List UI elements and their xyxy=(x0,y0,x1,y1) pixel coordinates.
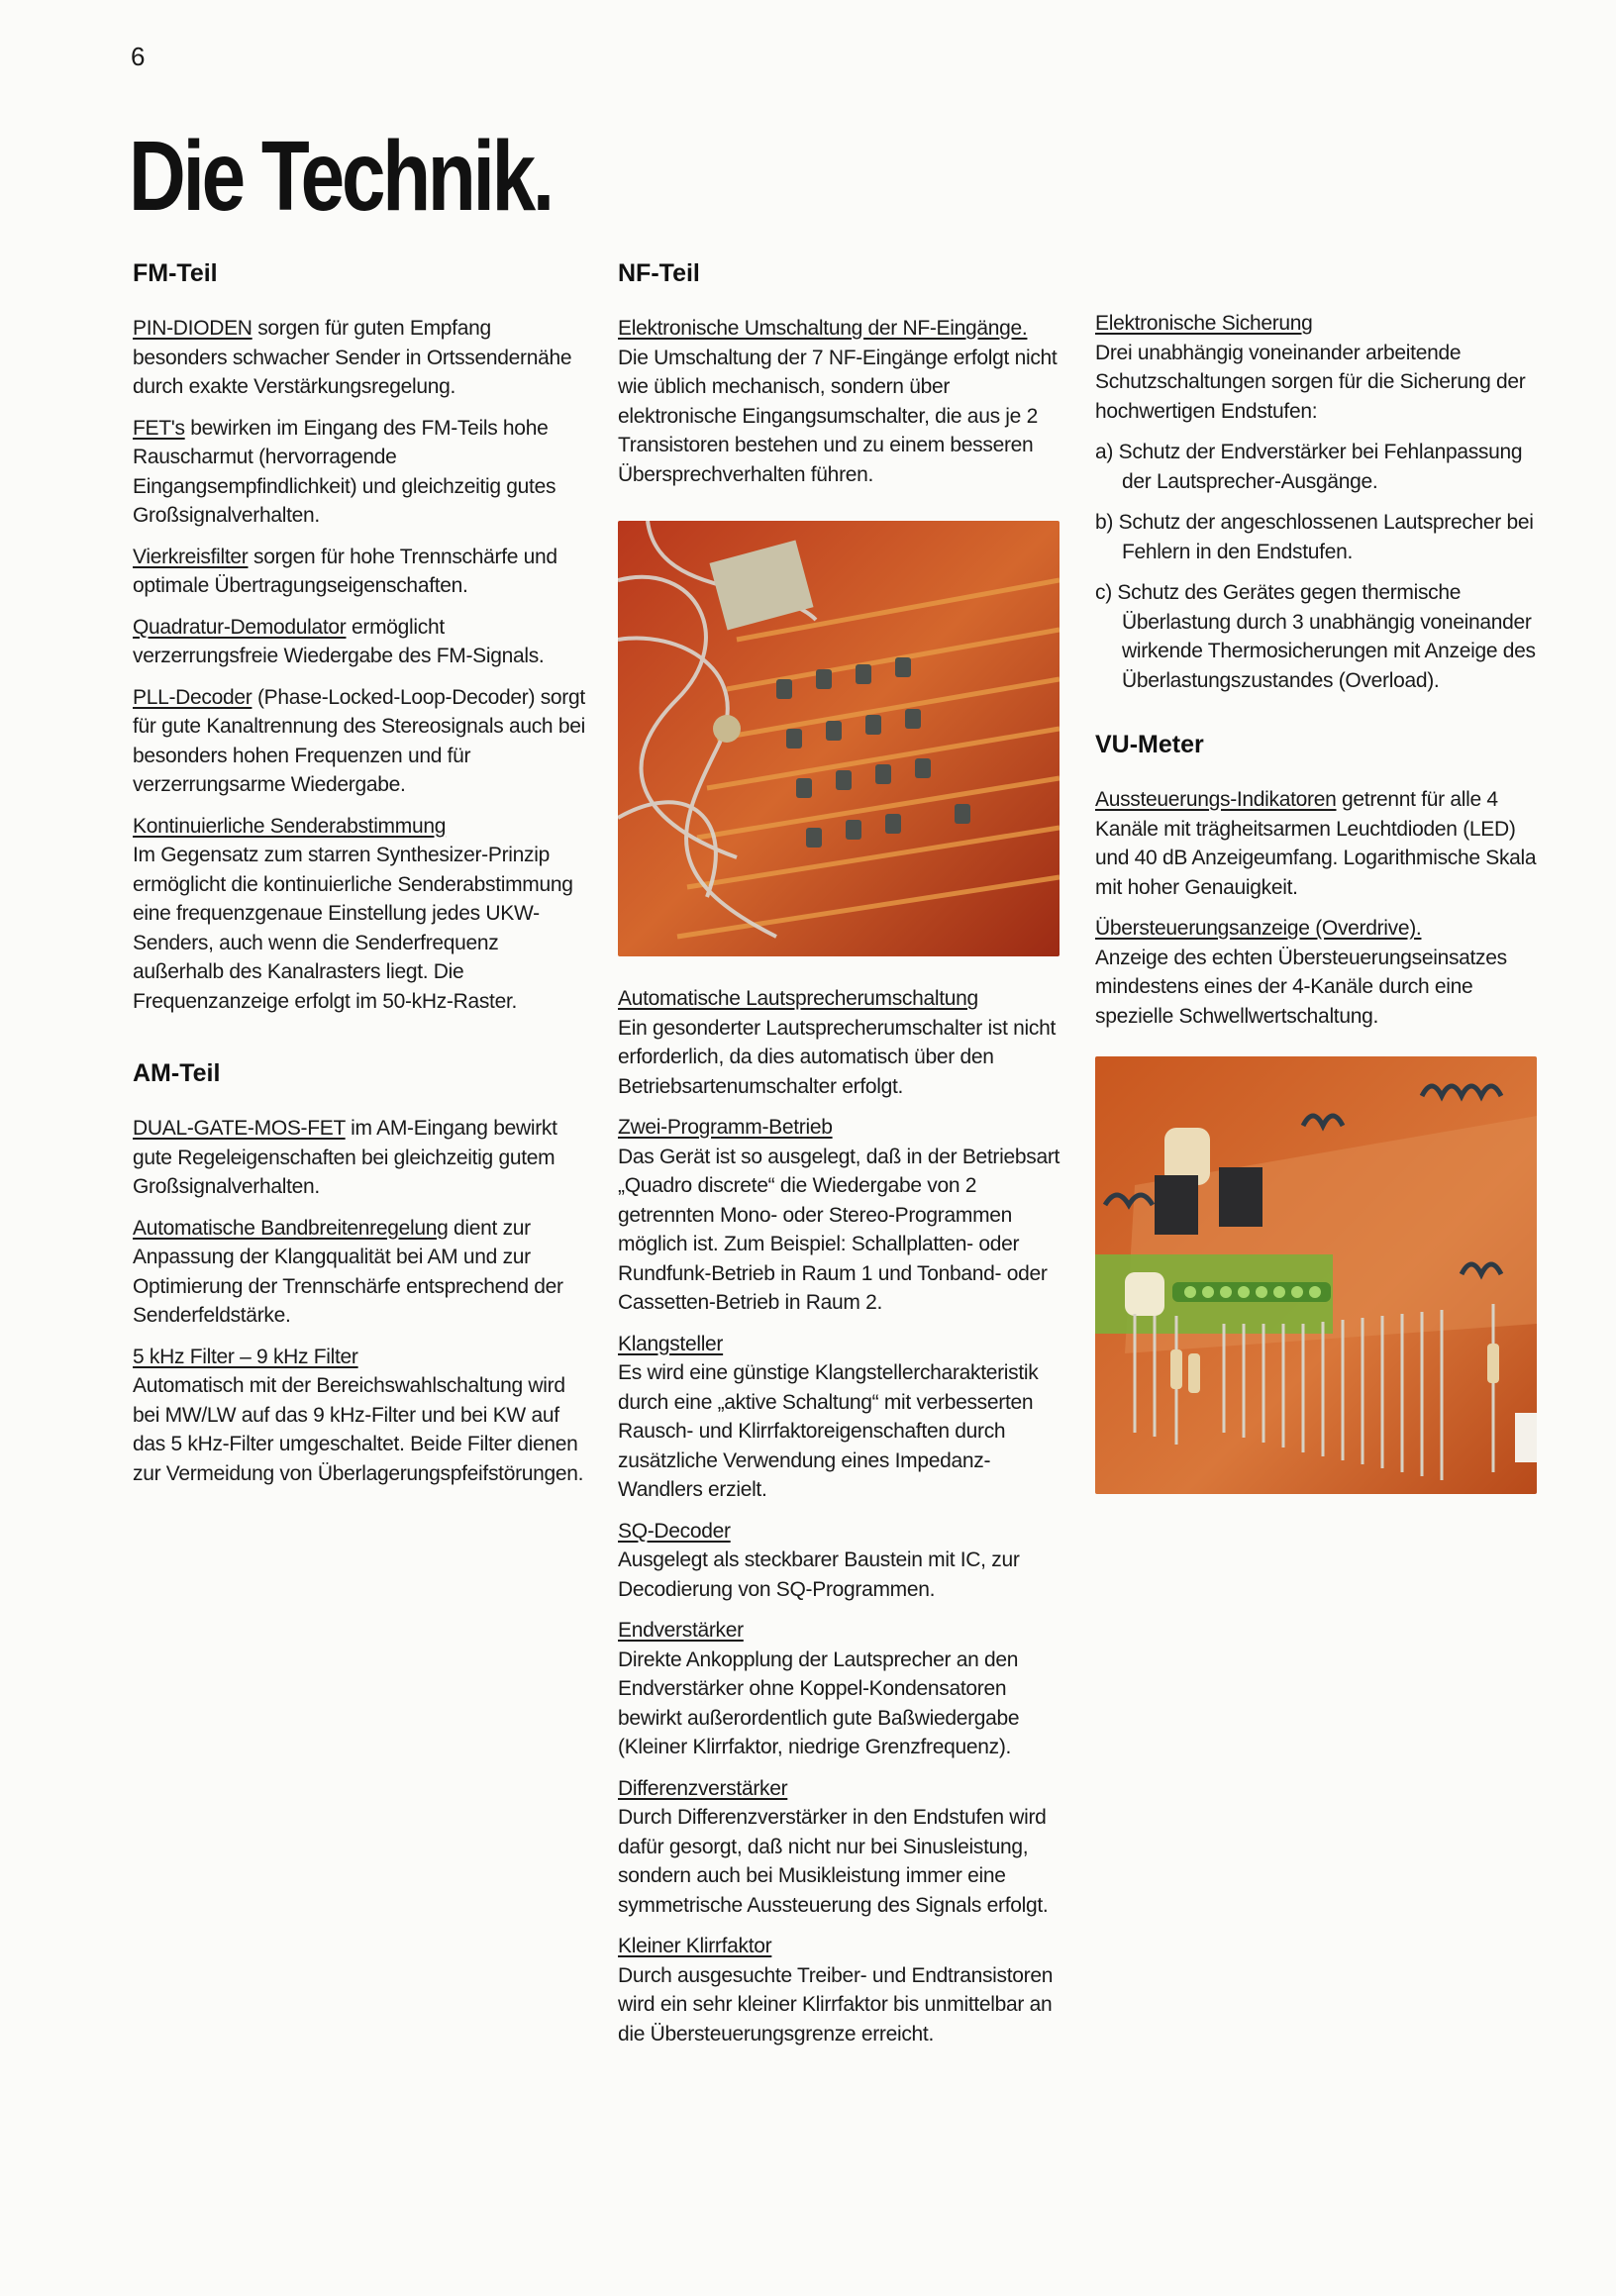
term: Kleiner Klirrfaktor xyxy=(618,1935,772,1957)
nf-entry xyxy=(618,984,1073,1101)
entry-text: Im Gegensatz zum starren Synthesizer-Prinzip ermöglicht die kontinuierliche Senderabstimmung eine frequenzgenaue Einstellung jedes UKW-Senders, auch wenn die Senderfrequenz außerhalb des Kanalrasters liegt. Die Frequenzanzeige erfolgt im 50-kHz-Raster. xyxy=(133,844,573,1013)
entry-text: Automatisch mit der Bereichswahlschaltung wird bei MW/LW auf das 9 kHz-Filter und bei KW auf das 5 kHz-Filter umgeschaltet. Beide Filter dienen zur Vermeidung von Überlagerungspfeifstörungen. xyxy=(133,1374,584,1485)
term: DUAL-GATE-MOS-FET xyxy=(133,1117,346,1140)
term: Endverstärker xyxy=(618,1619,744,1642)
entry-text: Anzeige des echten Übersteuerungseinsatzes mindestens eines der 4-Kanäle durch eine spezielle Schwellwertschaltung. xyxy=(1095,946,1507,1028)
fm-entry xyxy=(133,314,588,402)
term: Aussteuerungs-Indikatoren xyxy=(1095,788,1337,811)
term: Klangsteller xyxy=(618,1332,724,1355)
column-2 xyxy=(618,259,1073,2060)
term: Übersteuerungsanzeige (Overdrive). xyxy=(1095,917,1422,940)
entry-text: Es wird eine günstige Klangstellercharakteristik durch eine „aktive Schaltung“ mit verbesserten Rausch- und Klirrfaktoreigenschaften durch zusätzliche Verwendung eines Impedanz-Wandlers erzielt. xyxy=(618,1361,1039,1501)
am-entry xyxy=(133,1343,588,1489)
page-number: 6 xyxy=(131,42,146,71)
term: Quadratur-Demodulator xyxy=(133,615,347,639)
fm-entry xyxy=(133,613,588,671)
term: Kontinuierliche Senderabstimmung xyxy=(133,814,447,838)
column-3 xyxy=(1095,259,1553,1494)
term: Automatische Lautsprecherumschaltung xyxy=(618,987,978,1010)
entry-text: Drei unabhängig voneinander arbeitende Schutzschaltungen sorgen für die Sicherung der hochwertigen Endstufen: xyxy=(1095,341,1526,423)
fm-entry xyxy=(133,414,588,531)
fm-heading: FM-Teil xyxy=(133,259,218,287)
am-entry xyxy=(133,1114,588,1202)
entry-text: Ein gesonderter Lautsprecherumschalter ist nicht erforderlich, da dies automatisch über den Betriebsartenumschalter erfolgt. xyxy=(618,1016,1057,1098)
protection-intro xyxy=(1095,309,1553,426)
nf-entry xyxy=(618,1616,1073,1762)
entry-text: ermöglicht verzerrungsfreie Wiedergabe des FM-Signals. xyxy=(133,615,545,667)
nf-entry xyxy=(618,1517,1073,1605)
term: PIN-DIODEN xyxy=(133,317,252,340)
term: Vierkreisfilter xyxy=(133,545,249,568)
fm-entry xyxy=(133,812,588,1017)
column-1 xyxy=(133,259,588,1500)
nf-entry xyxy=(618,1774,1073,1921)
entry-text: Die Umschaltung der 7 NF-Eingänge erfolgt nicht wie üblich mechanisch, sondern über elektronische Eingangsumschalter, die aus je 2 Transistoren bestehen und zu einem besseren Übersprechverhalten führen. xyxy=(618,346,1058,486)
term: Automatische Bandbreitenregelung xyxy=(133,1216,449,1240)
am-entry xyxy=(133,1214,588,1331)
list-item: b) Schutz der angeschlossenen Lautsprecher bei Fehlern in den Endstufen. xyxy=(1095,511,1534,563)
entry-text: Das Gerät ist so ausgelegt, daß in der Betriebsart „Quadro discrete“ die Wiedergabe von 2 getrennten Mono- oder Stereo-Programmen möglich ist. Zum Beispiel: Schallplatten- oder Rundfunk-Betrieb in Raum 1 und Tonband- oder Cassetten-Betrieb in Raum 2. xyxy=(618,1145,1060,1314)
entry-text: sorgen für hohe Trennschärfe und optimale Übertragungseigenschaften. xyxy=(133,545,557,597)
entry-text: dient zur Anpassung der Klangqualität bei AM und zur Optimierung der Trennschärfe entsprechend der Senderfeldstärke. xyxy=(133,1216,563,1327)
am-heading: AM-Teil xyxy=(133,1059,221,1087)
nf-intro xyxy=(618,314,1073,489)
term: Zwei-Programm-Betrieb xyxy=(618,1116,833,1139)
term: Elektronische Umschaltung der NF-Eingänge. xyxy=(618,317,1028,340)
term: Elektronische Sicherung xyxy=(1095,312,1313,335)
entry-text: Ausgelegt als steckbarer Baustein mit IC, zur Decodierung von SQ-Programmen. xyxy=(618,1548,1020,1601)
nf-entry xyxy=(618,1932,1073,2048)
circuit-board-photo xyxy=(618,521,1060,956)
vu-entry xyxy=(1095,914,1553,1031)
entry-text: sorgen für guten Empfang besonders schwacher Sender in Ortssendernähe durch exakte Verstärkungsregelung. xyxy=(133,317,572,398)
nf-entry xyxy=(618,1113,1073,1318)
nf-heading: NF-Teil xyxy=(618,259,700,287)
entry-text: getrennt für alle 4 Kanäle mit trägheitsarmen Leuchtdioden (LED) und 40 dB Anzeigeumfang. Logarithmische Skala mit hoher Genauigkeit. xyxy=(1095,788,1537,899)
vu-meter-photo xyxy=(1095,1056,1537,1494)
protection-list xyxy=(1095,438,1553,695)
page-title: Die Technik. xyxy=(129,121,552,232)
list-item: a) Schutz der Endverstärker bei Fehlanpassung der Lautsprecher-Ausgänge. xyxy=(1095,441,1523,493)
vu-heading: VU-Meter xyxy=(1095,731,1204,758)
term: SQ-Decoder xyxy=(618,1519,731,1543)
fm-entry xyxy=(133,683,588,800)
entry-text: bewirken im Eingang des FM-Teils hohe Rauscharmut (hervorragende Eingangsempfindlichkeit) und gleichzeitig gutes Großsignalverhalten. xyxy=(133,416,556,527)
entry-text: im AM-Eingang bewirkt gute Regeleigenschaften bei gleichzeitig gutem Großsignalverhalten. xyxy=(133,1117,557,1198)
entry-text: (Phase-Locked-Loop-Decoder) sorgt für gute Kanaltrennung des Stereosignals auch bei besonders hohen Frequenzen und für verzerrungsarme Wiedergabe. xyxy=(133,685,585,796)
entry-text: Durch Differenzverstärker in den Endstufen wird dafür gesorgt, daß nicht nur bei Sinusleistung, sondern auch bei Musikleistung immer eine symmetrische Aussteuerung des Signals erfolgt. xyxy=(618,1806,1049,1917)
entry-text: Durch ausgesuchte Treiber- und Endtransistoren wird ein sehr kleiner Klirrfaktor bis unmittelbar an die Übersteuerungsgrenze erreicht. xyxy=(618,1963,1054,2046)
list-item: c) Schutz des Gerätes gegen thermische Überlastung durch 3 unabhängig voneinander wirkende Thermosicherungen mit Anzeige des Überlastungszustandes (Overload). xyxy=(1095,581,1536,692)
fm-entry xyxy=(133,543,588,601)
term: 5 kHz Filter – 9 kHz Filter xyxy=(133,1345,358,1368)
term: Differenzverstärker xyxy=(618,1776,788,1800)
term: FET's xyxy=(133,416,185,440)
vu-entry xyxy=(1095,785,1553,902)
nf-entry xyxy=(618,1330,1073,1505)
entry-text: Direkte Ankopplung der Lautsprecher an den Endverstärker ohne Koppel-Kondensatoren bewirkt außerordentlich gute Baßwiedergabe (Kleiner Klirrfaktor, niedrige Grenzfrequenz). xyxy=(618,1647,1020,1758)
term: PLL-Decoder xyxy=(133,685,252,709)
